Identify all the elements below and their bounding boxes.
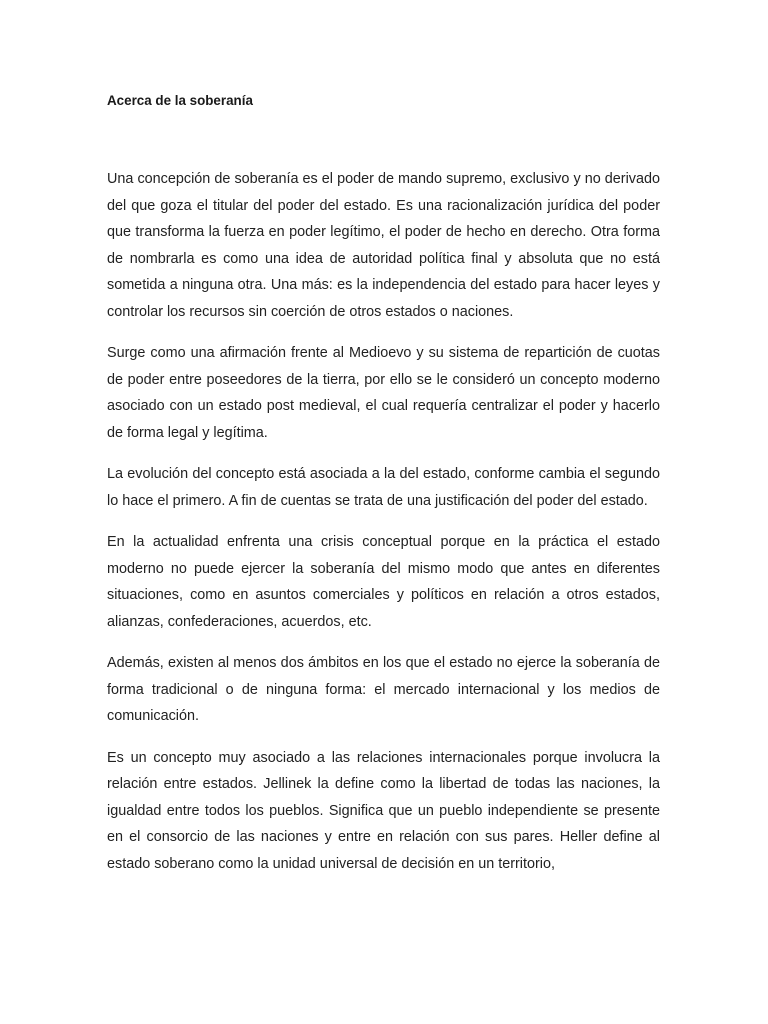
paragraph-2: Surge como una afirmación frente al Medioevo y su sistema de repartición de cuotas de poder entre poseedores de la tierra, por ello se le consideró un concepto moderno asociado con un estado post medieval, el cual requería centralizar el poder y hacerlo de forma legal y legítima. [107, 345, 660, 441]
paragraph-4: En la actualidad enfrenta una crisis conceptual porque en la práctica el estado moderno no puede ejercer la soberanía del mismo modo que antes en diferentes situaciones, como en asuntos comerciales y políticos en relación a otros estados, alianzas, confederaciones, acuerdos, etc. [107, 534, 660, 630]
document-title: Acerca de la soberanía [107, 93, 253, 108]
paragraph-1: Una concepción de soberanía es el poder de mando supremo, exclusivo y no derivado del que goza el titular del poder del estado. Es una racionalización jurídica del poder que transforma la fuerza en poder legítimo, el poder de hecho en derecho. Otra forma de nombrarla es como una idea de autoridad política final y absoluta que no está sometida a ninguna otra. Una más: es la independencia del estado para hacer leyes y controlar los recursos sin coerción de otros estados o naciones. [107, 171, 660, 320]
paragraph-3: La evolución del concepto está asociada a la del estado, conforme cambia el segundo lo hace el primero. A fin de cuentas se trata de una justificación del poder del estado. [107, 466, 660, 509]
paragraph-6: Es un concepto muy asociado a las relaciones internacionales porque involucra la relación entre estados. Jellinek la define como la libertad de todas las naciones, la igualdad entre todos los pueblos. Significa que un pueblo independiente se presente en el consorcio de las naciones y entre en relación con sus pares. Heller define al estado soberano como la unidad universal de decisión en un territorio, [107, 749, 660, 872]
document-body [107, 166, 660, 892]
paragraph-5: Además, existen al menos dos ámbitos en los que el estado no ejerce la soberanía de forma tradicional o de ninguna forma: el mercado internacional y los medios de comunicación. [107, 655, 660, 724]
